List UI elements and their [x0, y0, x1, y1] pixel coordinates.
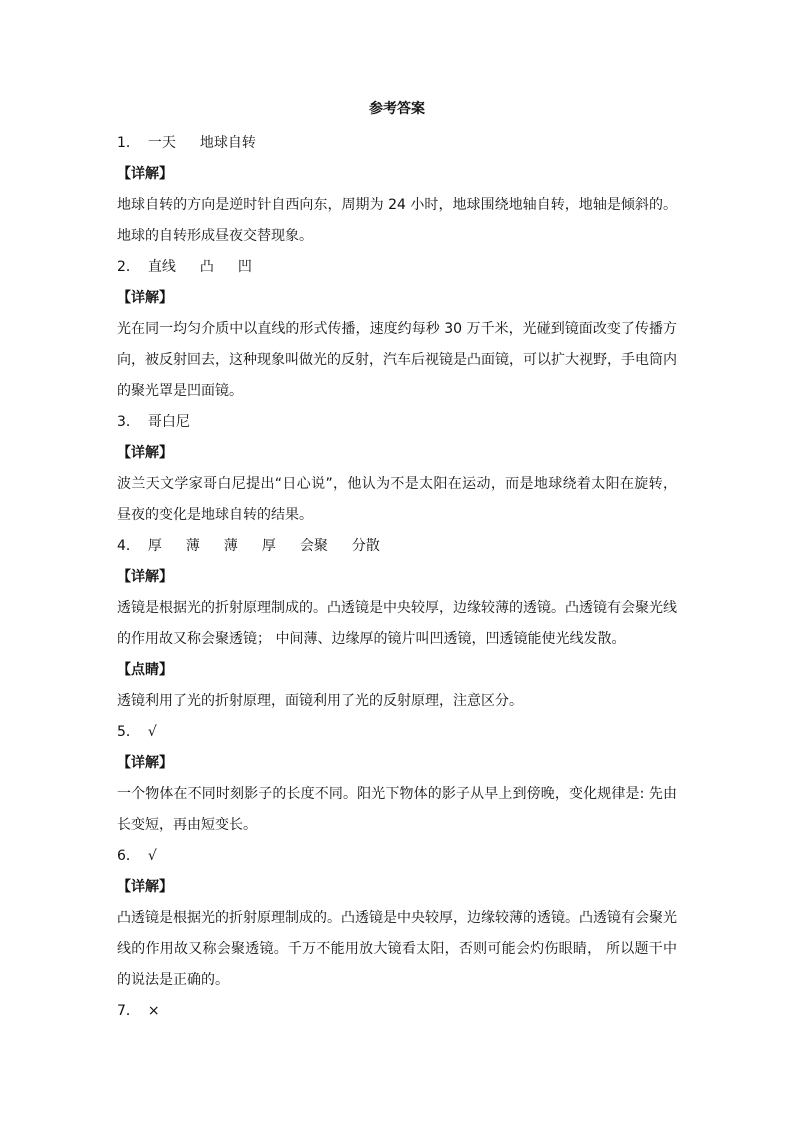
- question-number: 7．: [117, 1003, 140, 1019]
- section-tag: 【详解】: [117, 755, 173, 771]
- answer-value: 会聚: [299, 538, 328, 554]
- answer-item: [117, 252, 677, 407]
- page-title: 参考答案: [369, 101, 425, 117]
- answer-item: [117, 717, 677, 841]
- answer-line: [117, 841, 677, 872]
- answer-value: 薄: [223, 538, 238, 554]
- answer-value: 直线: [147, 259, 176, 275]
- answer-value: 哥白尼: [147, 414, 190, 430]
- question-number: 5．: [117, 724, 140, 740]
- answer-item: [117, 996, 677, 1027]
- question-number: 3．: [117, 414, 140, 430]
- answer-item: [117, 531, 677, 717]
- answer-item: [117, 407, 677, 531]
- answer-value: √: [147, 724, 157, 740]
- explanation-text: 一个物体在不同时刻影子的长度不同。阳光下物体的影子从早上到傍晚，变化规律是: 先由长变短，再由短变长。: [117, 786, 677, 833]
- answer-value: 薄: [185, 538, 200, 554]
- answer-line: [117, 128, 677, 159]
- explanation-text: 凸透镜是根据光的折射原理制成的。凸透镜是中央较厚，边缘较薄的透镜。凸透镜有会聚光线的作用故又称会聚透镜。千万不能用放大镜看太阳，否则可能会灼伤眼睛， 所以题干中的说法是正确的。: [117, 910, 677, 988]
- explanation-text: 透镜利用了光的折射原理，面镜利用了光的反射原理，注意区分。: [117, 693, 523, 709]
- answer-document: [117, 98, 677, 1027]
- answer-value: 分散: [351, 538, 380, 554]
- explanation-text: 波兰天文学家哥白尼提出“日心说”，他认为不是太阳在运动，而是地球绕着太阳在旋转，昼夜的变化是地球自转的结果。: [117, 476, 677, 523]
- question-number: 4．: [117, 538, 140, 554]
- section-tag: 【详解】: [117, 445, 173, 461]
- answer-item: [117, 841, 677, 996]
- explanation-text: 地球自转的方向是逆时针自西向东，周期为 24 小时，地球围绕地轴自转，地轴是倾斜的。地球的自转形成昼夜交替现象。: [117, 197, 677, 244]
- answer-line: [117, 531, 677, 562]
- answer-value: 凸: [199, 259, 214, 275]
- answer-list: [117, 128, 677, 1027]
- answer-value: ×: [147, 1003, 160, 1019]
- question-number: 1．: [117, 135, 140, 151]
- answer-line: [117, 996, 677, 1027]
- answer-line: [117, 717, 677, 748]
- answer-value: 一天: [147, 135, 176, 151]
- section-tag: 【详解】: [117, 569, 173, 585]
- explanation-text: 光在同一均匀介质中以直线的形式传播，速度约每秒 30 万千米，光碰到镜面改变了传播方向，被反射回去，这种现象叫做光的反射，汽车后视镜是凸面镜，可以扩大视野，手电筒内的聚光罩是凹面镜。: [117, 321, 677, 399]
- explanation-text: 透镜是根据光的折射原理制成的。凸透镜是中央较厚，边缘较薄的透镜。凸透镜有会聚光线的作用故又称会聚透镜； 中间薄、边缘厚的镜片叫凹透镜，凹透镜能使光线发散。: [117, 600, 677, 647]
- answer-line: [117, 407, 677, 438]
- question-number: 2．: [117, 259, 140, 275]
- section-tag: 【详解】: [117, 879, 173, 895]
- answer-value: 厚: [261, 538, 276, 554]
- answer-item: [117, 128, 677, 252]
- section-tag: 【点睛】: [117, 662, 173, 678]
- answer-value: 厚: [147, 538, 162, 554]
- answer-line: [117, 252, 677, 283]
- answer-value: √: [147, 848, 157, 864]
- answer-value: 地球自转: [199, 135, 256, 151]
- question-number: 6．: [117, 848, 140, 864]
- answer-value: 凹: [237, 259, 252, 275]
- section-tag: 【详解】: [117, 290, 173, 306]
- section-tag: 【详解】: [117, 166, 173, 182]
